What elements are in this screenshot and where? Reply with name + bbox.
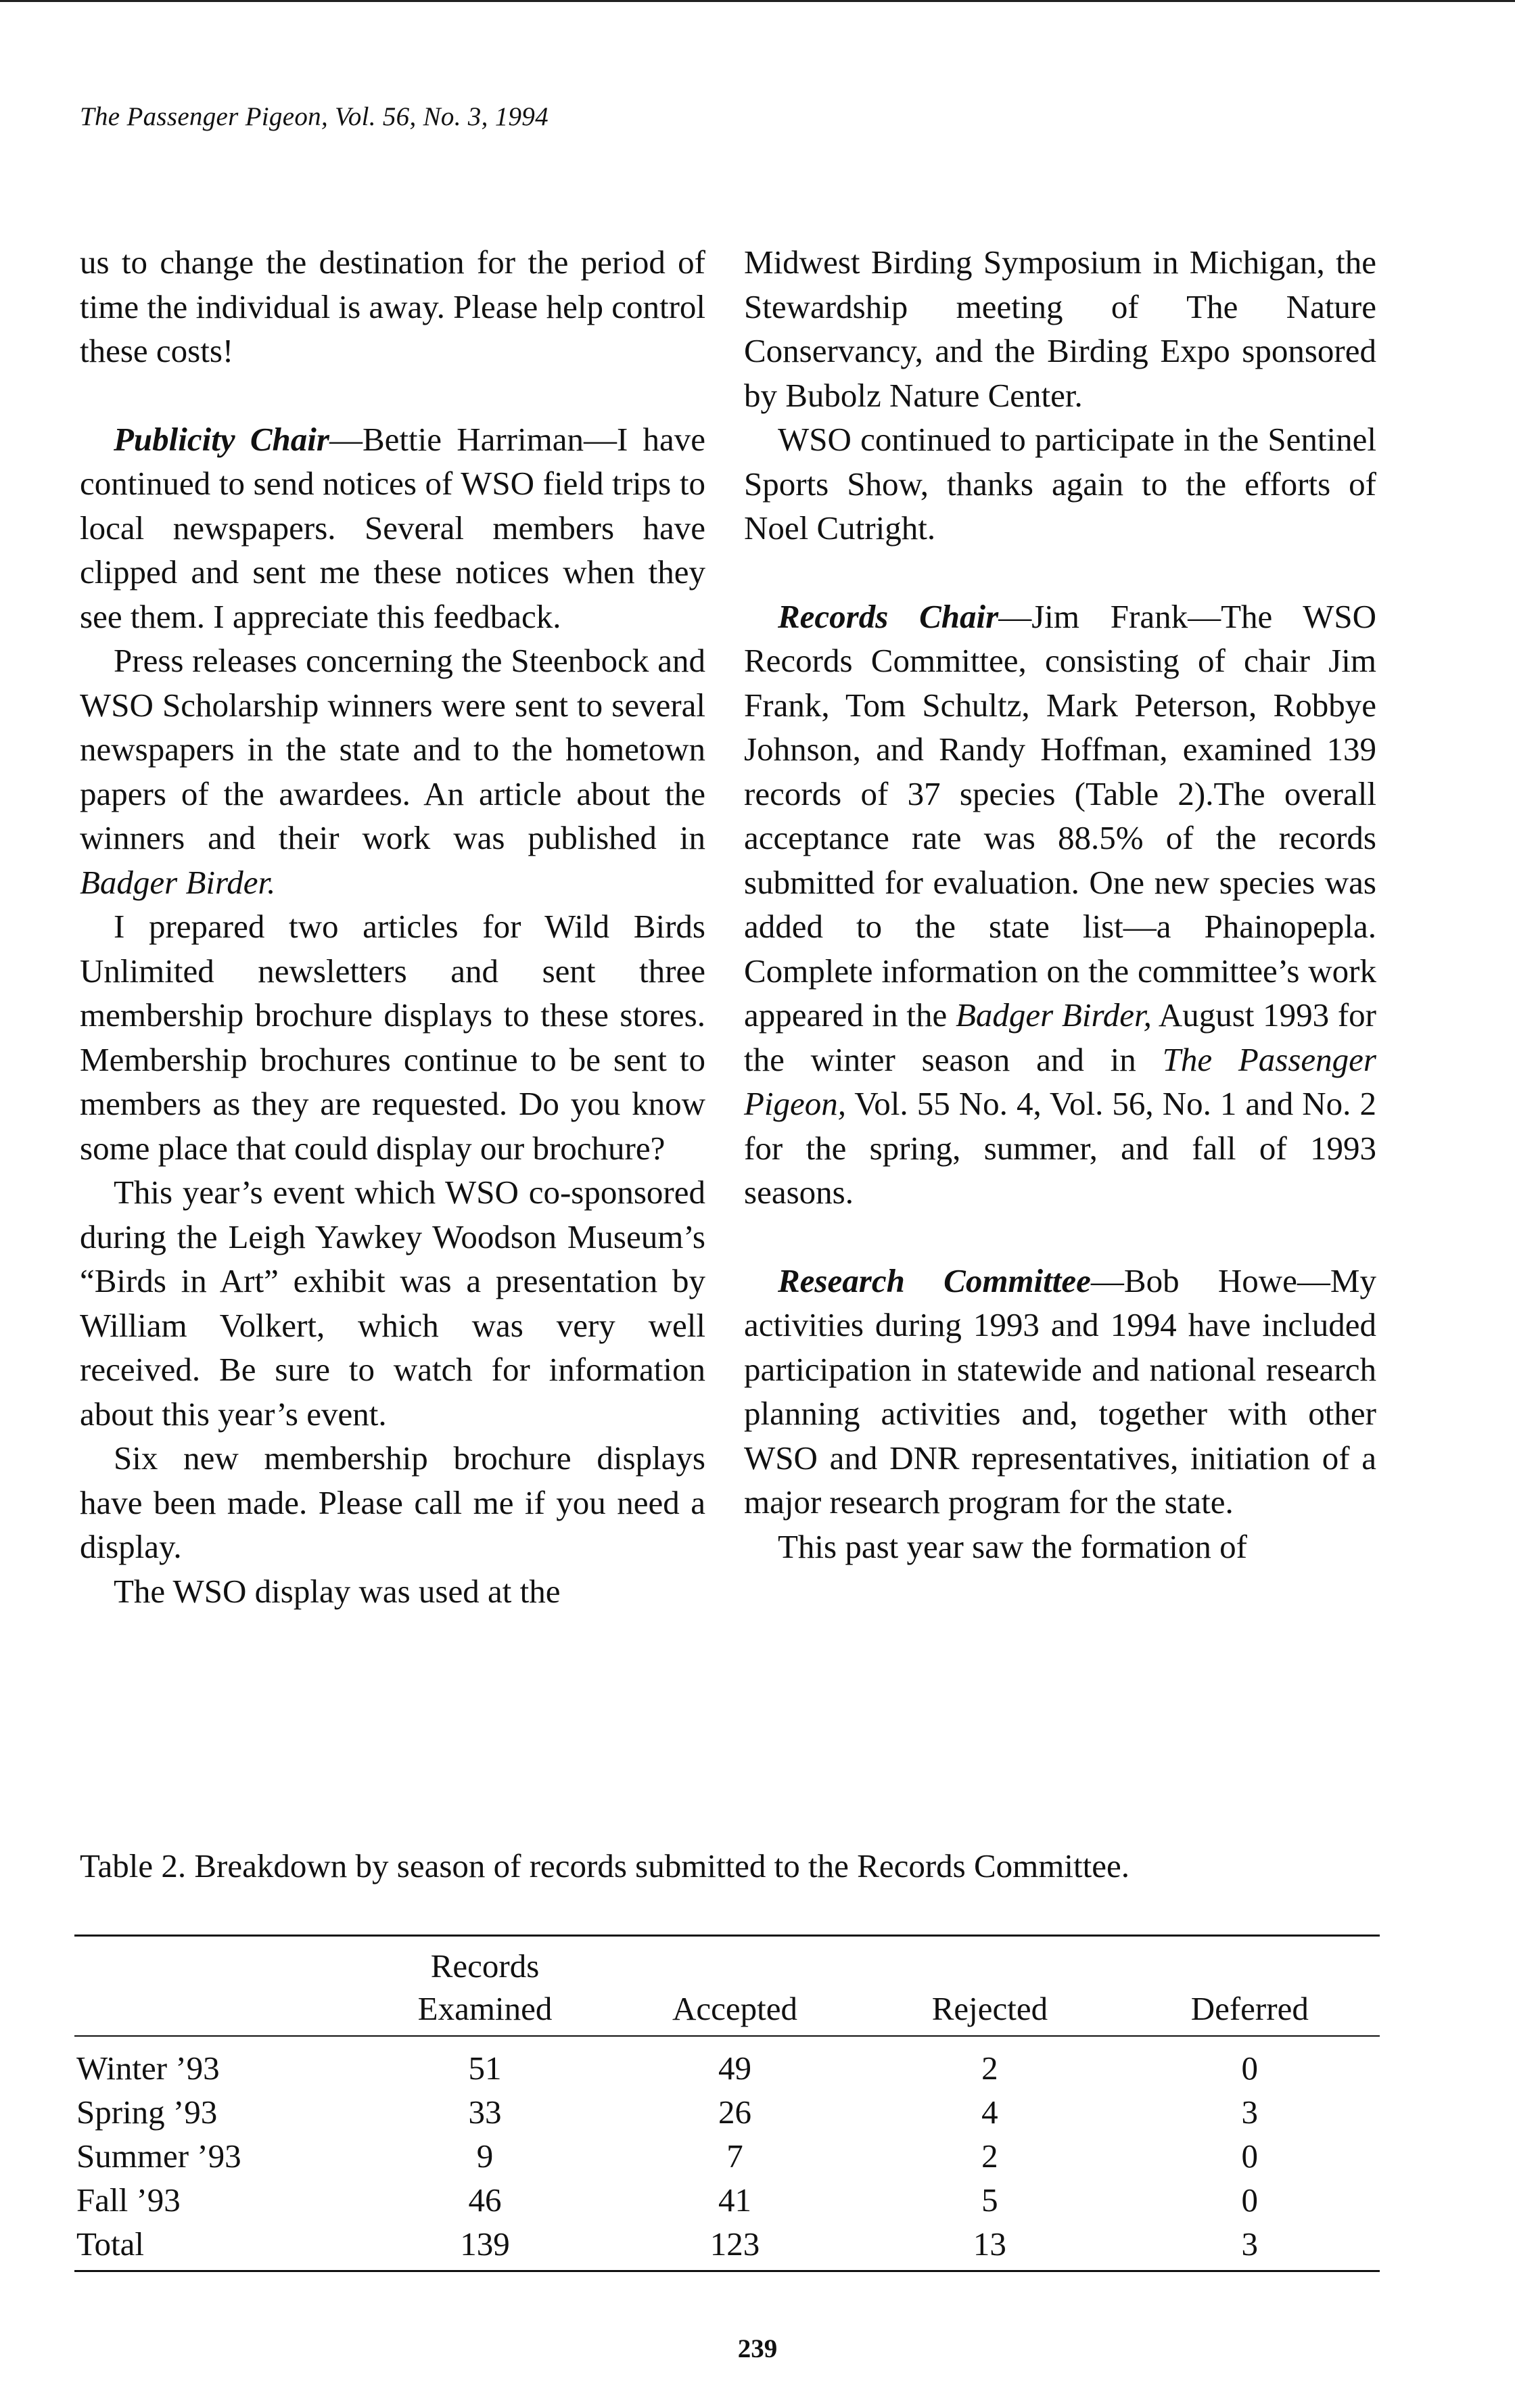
paragraph: The WSO display was used at the [114,1572,561,1610]
table-row [74,2090,1380,2134]
cell-examined: 51 [468,2050,502,2087]
cell-accepted: 49 [718,2050,751,2087]
paragraph-text: Vol. 55 No. 4, Vol. 56, No. 1 and No. 2 for the spring, summer, and fall of 1993 seasons. [744,1085,1376,1211]
cell-examined: 9 [476,2137,494,2175]
paragraph-text: —Jim Frank—The WSO Records Committee, consisting of chair Jim Frank, Tom Schultz, Mark Peterson, Robbye Johnson, and Randy Hoffman, examined 139 records of 37 species (Table 2).The overall acceptance rate was 88.5% of the records submitted for evaluation. One new species was added to the state list—a Phainopepla. Complete information on the committee’s work appeared in the [744,597,1377,1034]
cell-accepted: 7 [726,2137,743,2175]
publicity-intro: —Bettie Harriman—I have continued to send notices of WSO field trips to local newspapers. Several members have clipped and sent me these notices when they see them. I appreciate this feedback. [80,420,705,635]
cell-rejected: 13 [973,2225,1006,2263]
header-examined-line2: Examined [417,1990,553,2027]
cell-rejected: 4 [981,2093,998,2131]
cell-examined: 139 [460,2225,510,2263]
cell-season: Spring ’93 [76,2093,218,2131]
paragraph: Midwest Birding Symposium in Michigan, the Stewardship meeting of The Nature Conservancy, and the Birding Expo sponsored by Bubolz Nature Center. [744,244,1376,414]
records-table [74,1935,1380,2272]
cell-season: Winter ’93 [76,2050,220,2087]
header-examined-line1: Records [430,1947,540,1985]
records-paragraph [744,595,1376,1215]
cell-rejected: 2 [981,2137,998,2175]
cell-accepted: 41 [718,2181,751,2219]
running-head: The Passenger Pigeon, Vol. 56, No. 3, 1994 [80,102,549,131]
cell-season: Summer ’93 [76,2137,241,2175]
header-deferred: Deferred [1120,1937,1380,2036]
table-row-total [74,2222,1380,2270]
table-caption: Table 2. Breakdown by season of records submitted to the Records Committee. [80,1847,1129,1884]
paragraph: I prepared two articles for Wild Birds Unlimited newsletters and sent three membership brochure displays to these stores. Membership brochures continue to be sent to members as they are requested. Do you know some place that could display our brochure? [80,908,705,1167]
journal-title: Badger Birder, [955,996,1152,1034]
cell-deferred: 0 [1241,2181,1259,2219]
publicity-paragraph [80,417,705,639]
paragraph-text: August 1993 for the winter season and in [744,996,1376,1078]
paragraph: WSO continued to participate in the Sentinel Sports Show, thanks again to the efforts of Noel Cutright. [744,421,1376,547]
publicity-heading: Publicity Chair [114,420,329,458]
cell-examined: 46 [468,2181,502,2219]
paragraph-text: Press releases concerning the Steenbock and WSO Scholarship winners were sent to several newspapers in the state and to the hometown papers of the awardees. An article about the winners and their work was published in [80,642,705,856]
cell-deferred: 0 [1241,2137,1259,2175]
cell-rejected: 5 [981,2181,998,2219]
cell-deferred: 0 [1241,2050,1259,2087]
journal-title: The Passenger Pigeon, [744,1040,1376,1122]
cell-accepted: 26 [718,2093,751,2131]
research-heading: Research Committee [778,1261,1091,1299]
page-number: 239 [737,2334,778,2363]
cell-season: Total [76,2225,144,2263]
cell-deferred: 3 [1241,2093,1259,2131]
cell-deferred: 3 [1241,2225,1259,2263]
table-row [74,2036,1380,2090]
journal-title: Badger Birder. [80,863,276,901]
records-heading: Records Chair [778,597,999,635]
paragraph-text: —Bob Howe—My activities during 1993 and 1994 have included participation in statewide and national research planning activities and, together with other WSO and DNR representatives, initiation of a major research program for the state. [744,1261,1376,1521]
header-season [74,1937,360,2036]
paragraph: Six new membership brochure displays have been made. Please call me if you need a display. [80,1439,705,1565]
header-accepted: Accepted [610,1937,860,2036]
top-rule [0,0,1515,2]
research-paragraph [744,1259,1376,1525]
paragraph: us to change the destination for the period of time the individual is away. Please help control these costs! [80,244,705,369]
cell-season: Fall ’93 [76,2181,181,2219]
left-column [80,240,705,1613]
right-column [744,240,1376,1569]
paragraph: This past year saw the formation of [778,1527,1247,1565]
header-examined [360,1937,610,2036]
cell-rejected: 2 [981,2050,998,2087]
cell-examined: 33 [468,2093,502,2131]
paragraph: This year’s event which WSO co-sponsored during the Leigh Yawkey Woodson Museum’s “Birds in Art” exhibit was a presentation by William Volkert, which was very well received. Be sure to watch for information about this year’s event. [80,1174,705,1433]
paragraph [80,639,705,904]
table-header-row [74,1937,1380,2036]
table-row [74,2134,1380,2178]
table-row [74,2178,1380,2222]
cell-accepted: 123 [709,2225,760,2263]
header-rejected: Rejected [860,1937,1119,2036]
